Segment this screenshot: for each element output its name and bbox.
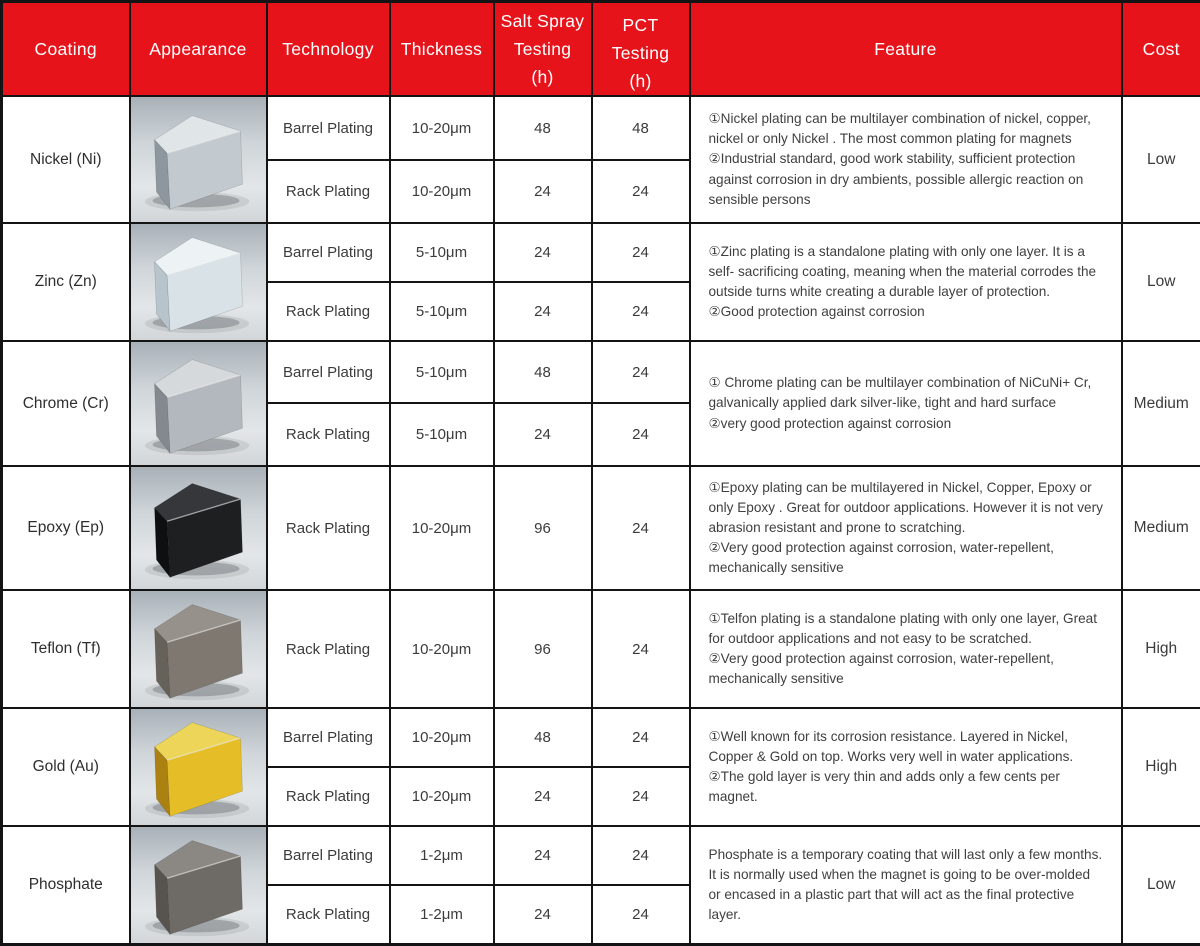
appearance-cell	[130, 341, 267, 466]
appearance-cell	[130, 590, 267, 708]
pct-cell: 24	[592, 466, 690, 590]
feature-item: Phosphate is a temporary coating that will last only a few months. It is normally used when the magnet is going to be over-molded or encased in a plastic part that will act as the final protective layer.	[709, 845, 1105, 925]
feature-cell	[690, 826, 1122, 944]
header-label-line: Salt Spray	[495, 7, 591, 35]
thickness-cell: 10-20μm	[390, 590, 494, 708]
cost-cell: Low	[1122, 96, 1200, 223]
pct-cell: 24	[592, 885, 690, 944]
salt-spray-cell: 48	[494, 708, 592, 767]
cost-cell: Medium	[1122, 466, 1200, 590]
pct-cell: 24	[592, 223, 690, 282]
coating-name: Teflon (Tf)	[2, 590, 130, 708]
header-label-line: (h)	[495, 63, 591, 91]
feature-item: ①Telfon plating is a standalone plating with only one layer, Great for outdoor applications and not easy to be scratched.	[709, 609, 1105, 649]
table-row-gold	[2, 708, 1200, 767]
header-label: Feature	[691, 35, 1121, 63]
coating-name: Nickel (Ni)	[2, 96, 130, 223]
pct-cell: 24	[592, 708, 690, 767]
table-row-phosphate	[2, 826, 1200, 885]
thickness-cell: 1-2μm	[390, 885, 494, 944]
technology-cell: Barrel Plating	[267, 826, 390, 885]
coating-name: Chrome (Cr)	[2, 341, 130, 466]
teflon-cube-image	[132, 592, 265, 706]
feature-item: ①Well known for its corrosion resistance. Layered in Nickel, Copper & Gold on top. Works very well in water applications.	[709, 727, 1105, 767]
salt-spray-cell: 24	[494, 403, 592, 466]
feature-item: ②Industrial standard, good work stability, sufficient protection against corrosion in dry ambients, possible allergic reaction on sensible persons	[709, 149, 1105, 209]
thickness-cell: 10-20μm	[390, 96, 494, 160]
technology-cell: Rack Plating	[267, 403, 390, 466]
cube-stage	[131, 342, 266, 465]
technology-cell: Rack Plating	[267, 767, 390, 826]
cube-stage	[131, 827, 266, 943]
epoxy-cube-image	[132, 471, 265, 585]
feature-item: ②very good protection against corrosion	[709, 414, 1105, 434]
cube-stage	[131, 591, 266, 707]
thickness-cell: 10-20μm	[390, 708, 494, 767]
feature-item: ②Very good protection against corrosion, water-repellent, mechanically sensitive	[709, 649, 1105, 689]
feature-item: ②Very good protection against corrosion, water-repellent, mechanically sensitive	[709, 538, 1105, 578]
pct-cell: 24	[592, 341, 690, 403]
thickness-cell: 1-2μm	[390, 826, 494, 885]
table-row-zinc	[2, 223, 1200, 282]
phosphate-cube-image	[132, 828, 265, 942]
coating-name: Phosphate	[2, 826, 130, 944]
salt-spray-cell: 96	[494, 466, 592, 590]
header-cell-cost	[1122, 2, 1200, 97]
pct-cell: 24	[592, 403, 690, 466]
salt-spray-cell: 24	[494, 826, 592, 885]
thickness-cell: 10-20μm	[390, 160, 494, 223]
nickel-cube-image	[132, 103, 265, 217]
feature-item: ①Epoxy plating can be multilayered in Nickel, Copper, Epoxy or only Epoxy . Great for outdoor applications. However it is not very abrasion resistant and prone to scratching.	[709, 478, 1105, 538]
header-label: Cost	[1123, 35, 1200, 63]
header-row	[2, 2, 1200, 97]
header-cell-salt-spray	[494, 2, 592, 97]
cost-cell: High	[1122, 708, 1200, 826]
header-cell-technology	[267, 2, 390, 97]
pct-cell: 48	[592, 96, 690, 160]
table-row-epoxy	[2, 466, 1200, 590]
header-label-line: PCT Testing	[593, 11, 689, 67]
thickness-cell: 5-10μm	[390, 341, 494, 403]
feature-item: ①Nickel plating can be multilayer combination of nickel, copper, nickel or only Nickel . The most common plating for magnets	[709, 109, 1105, 149]
table-row-nickel	[2, 96, 1200, 160]
header-label-line: Testing	[495, 35, 591, 63]
thickness-cell: 10-20μm	[390, 466, 494, 590]
thickness-cell: 5-10μm	[390, 282, 494, 341]
header-label: Appearance	[131, 35, 266, 63]
feature-cell	[690, 708, 1122, 826]
header-label: Thickness	[391, 35, 493, 63]
thickness-cell: 5-10μm	[390, 223, 494, 282]
salt-spray-cell: 24	[494, 885, 592, 944]
feature-cell	[690, 341, 1122, 466]
table-row-chrome	[2, 341, 1200, 403]
coating-name: Epoxy (Ep)	[2, 466, 130, 590]
salt-spray-cell: 24	[494, 767, 592, 826]
salt-spray-cell: 24	[494, 282, 592, 341]
header-cell-coating	[2, 2, 130, 97]
technology-cell: Barrel Plating	[267, 708, 390, 767]
header-label: Technology	[268, 35, 389, 63]
zinc-cube-image	[132, 225, 265, 339]
thickness-cell: 10-20μm	[390, 767, 494, 826]
pct-cell: 24	[592, 160, 690, 223]
technology-cell: Barrel Plating	[267, 223, 390, 282]
feature-item: ① Chrome plating can be multilayer combination of NiCuNi+ Cr, galvanically applied dark silver-like, tight and hard surface	[709, 373, 1105, 413]
coating-name: Zinc (Zn)	[2, 223, 130, 341]
feature-cell	[690, 590, 1122, 708]
salt-spray-cell: 24	[494, 223, 592, 282]
appearance-cell	[130, 96, 267, 223]
header-cell-thickness	[390, 2, 494, 97]
technology-cell: Rack Plating	[267, 885, 390, 944]
feature-cell	[690, 466, 1122, 590]
appearance-cell	[130, 223, 267, 341]
appearance-cell	[130, 826, 267, 944]
feature-item: ②The gold layer is very thin and adds only a few cents per magnet.	[709, 767, 1105, 807]
pct-cell: 24	[592, 826, 690, 885]
technology-cell: Barrel Plating	[267, 341, 390, 403]
salt-spray-cell: 48	[494, 341, 592, 403]
pct-cell: 24	[592, 767, 690, 826]
cube-stage	[131, 224, 266, 340]
technology-cell: Rack Plating	[267, 282, 390, 341]
feature-cell	[690, 96, 1122, 223]
header-cell-appearance	[130, 2, 267, 97]
cube-stage	[131, 467, 266, 589]
gold-cube-image	[132, 710, 265, 824]
feature-cell	[690, 223, 1122, 341]
technology-cell: Barrel Plating	[267, 96, 390, 160]
appearance-cell	[130, 466, 267, 590]
table-row-teflon	[2, 590, 1200, 708]
salt-spray-cell: 24	[494, 160, 592, 223]
header-label-line: (h)	[593, 67, 689, 95]
thickness-cell: 5-10μm	[390, 403, 494, 466]
pct-cell: 24	[592, 590, 690, 708]
technology-cell: Rack Plating	[267, 466, 390, 590]
pct-cell: 24	[592, 282, 690, 341]
feature-item: ②Good protection against corrosion	[709, 302, 1105, 322]
header-cell-feature	[690, 2, 1122, 97]
feature-item: ①Zinc plating is a standalone plating with only one layer. It is a self- sacrificing coating, meaning when the material corrodes the outside turns white creating a durable layer of protection.	[709, 242, 1105, 302]
cube-stage	[131, 97, 266, 222]
salt-spray-cell: 96	[494, 590, 592, 708]
technology-cell: Rack Plating	[267, 160, 390, 223]
header-cell-pct	[592, 2, 690, 97]
cost-cell: Low	[1122, 826, 1200, 944]
cost-cell: High	[1122, 590, 1200, 708]
coating-name: Gold (Au)	[2, 708, 130, 826]
appearance-cell	[130, 708, 267, 826]
chrome-cube-image	[132, 347, 265, 461]
header-label: Coating	[3, 35, 129, 63]
cube-stage	[131, 709, 266, 825]
technology-cell: Rack Plating	[267, 590, 390, 708]
salt-spray-cell: 48	[494, 96, 592, 160]
cost-cell: Low	[1122, 223, 1200, 341]
cost-cell: Medium	[1122, 341, 1200, 466]
